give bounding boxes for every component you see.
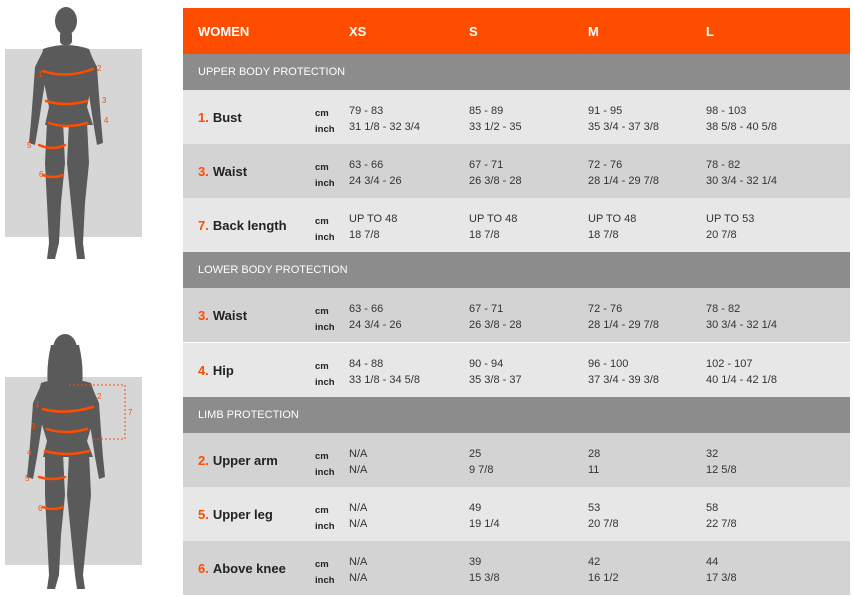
cell-value: 25 [469,448,482,460]
cell-value: UP TO 48 [588,213,637,225]
table-row [183,90,850,144]
table-row [183,198,850,252]
table-row [183,144,850,198]
unit-inch: inch [315,575,335,586]
section-header: UPPER BODY PROTECTION [183,54,850,90]
front-body-figure [5,3,142,267]
cell-value: N/A [349,556,368,568]
size-m-header: M [588,24,599,39]
front-marker-3: 3 [102,96,107,105]
cell-value: 30 3/4 - 32 1/4 [706,175,777,187]
cell-value: 15 3/8 [469,572,500,584]
cell-value: 42 [588,556,601,568]
measure-label: 6. Above knee [198,561,286,576]
cell-value: 18 7/8 [469,229,500,241]
cell-value: 98 - 103 [706,105,747,117]
measure-label: 2. Upper arm [198,453,278,468]
cell-value: UP TO 48 [349,213,398,225]
cell-value: 30 3/4 - 32 1/4 [706,319,777,331]
size-chart-table [183,8,850,595]
cell-value: 32 [706,448,719,460]
unit-inch: inch [315,521,335,532]
cell-value: 31 1/8 - 32 3/4 [349,121,420,133]
cell-value: 63 - 66 [349,159,384,171]
cell-value: 91 - 95 [588,105,623,117]
cell-value: 9 7/8 [469,464,494,476]
unit-inch: inch [315,124,335,135]
section-header: LOWER BODY PROTECTION [183,252,850,288]
measure-label: 5. Upper leg [198,507,273,522]
unit-inch: inch [315,178,335,189]
measure-label: 3. Waist [198,308,248,323]
back-marker-3: 3 [31,422,36,431]
cell-value: 90 - 94 [469,358,504,370]
size-s-header: S [469,24,478,39]
cell-value: 26 3/8 - 28 [469,175,522,187]
cell-value: 84 - 88 [349,358,384,370]
cell-value: 96 - 100 [588,358,629,370]
cell-value: 22 7/8 [706,518,737,530]
cell-value: 35 3/4 - 37 3/8 [588,121,659,133]
cell-value: 19 1/4 [469,518,500,530]
table-row [183,487,850,541]
table-header [183,8,850,54]
cell-value: N/A [349,464,368,476]
cell-value: 44 [706,556,719,568]
cell-value: 28 1/4 - 29 7/8 [588,319,659,331]
cell-value: 40 1/4 - 42 1/8 [706,374,777,386]
table-row [183,343,850,397]
measure-label: 4. Hip [198,363,234,378]
cell-value: 85 - 89 [469,105,504,117]
table-row [183,288,850,343]
cell-value: 17 3/8 [706,572,737,584]
cell-value: 37 3/4 - 39 3/8 [588,374,659,386]
table-row [183,541,850,595]
section-header: LIMB PROTECTION [183,397,850,433]
cell-value: 67 - 71 [469,159,504,171]
cell-value: N/A [349,502,368,514]
cell-value: 28 1/4 - 29 7/8 [588,175,659,187]
back-marker-5: 5 [25,474,30,483]
back-body-figure [5,331,142,594]
cell-value: N/A [349,572,368,584]
cell-value: 49 [469,502,482,514]
unit-cm: cm [315,505,329,516]
back-marker-6: 6 [38,504,43,513]
back-marker-7: 7 [128,408,133,417]
unit-cm: cm [315,216,329,227]
cell-value: 20 7/8 [706,229,737,241]
measure-label: 7. Back length [198,218,287,233]
cell-value: 38 5/8 - 40 5/8 [706,121,777,133]
unit-cm: cm [315,559,329,570]
cell-value: 20 7/8 [588,518,619,530]
front-marker-5: 5 [27,141,32,150]
cell-value: 24 3/4 - 26 [349,319,402,331]
cell-value: 53 [588,502,601,514]
cell-value: 72 - 76 [588,159,623,171]
cell-value: 18 7/8 [349,229,380,241]
unit-cm: cm [315,306,329,317]
back-marker-1: 1 [35,400,40,409]
cell-value: N/A [349,518,368,530]
cell-value: 58 [706,502,719,514]
back-marker-4: 4 [27,448,32,457]
unit-cm: cm [315,108,329,119]
cell-value: 12 5/8 [706,464,737,476]
measure-label: 1. Bust [198,110,242,125]
size-l-header: L [706,24,714,39]
unit-inch: inch [315,322,335,333]
cell-value: 67 - 71 [469,303,504,315]
cell-value: 33 1/8 - 34 5/8 [349,374,420,386]
front-marker-6: 6 [39,170,44,179]
unit-cm: cm [315,162,329,173]
front-marker-4: 4 [104,116,109,125]
cell-value: 18 7/8 [588,229,619,241]
cell-value: 16 1/2 [588,572,619,584]
cell-value: 39 [469,556,482,568]
measure-label: 3. Waist [198,164,248,179]
cell-value: 26 3/8 - 28 [469,319,522,331]
table-row [183,433,850,487]
unit-inch: inch [315,467,335,478]
cell-value: 102 - 107 [706,358,753,370]
cell-value: 24 3/4 - 26 [349,175,402,187]
cell-value: 78 - 82 [706,303,741,315]
cell-value: N/A [349,448,368,460]
cell-value: 35 3/8 - 37 [469,374,522,386]
cell-value: UP TO 53 [706,213,755,225]
cell-value: 78 - 82 [706,159,741,171]
front-marker-2: 2 [97,64,102,73]
unit-inch: inch [315,232,335,243]
cell-value: 72 - 76 [588,303,623,315]
unit-cm: cm [315,451,329,462]
unit-inch: inch [315,377,335,388]
unit-cm: cm [315,361,329,372]
back-marker-2: 2 [97,392,102,401]
cell-value: 11 [588,464,600,476]
cell-value: 63 - 66 [349,303,384,315]
cell-value: UP TO 48 [469,213,518,225]
cell-value: 28 [588,448,601,460]
gender-title: WOMEN [198,24,250,39]
cell-value: 33 1/2 - 35 [469,121,522,133]
size-xs-header: XS [349,24,367,39]
cell-value: 79 - 83 [349,105,384,117]
front-marker-1: 1 [38,70,43,79]
